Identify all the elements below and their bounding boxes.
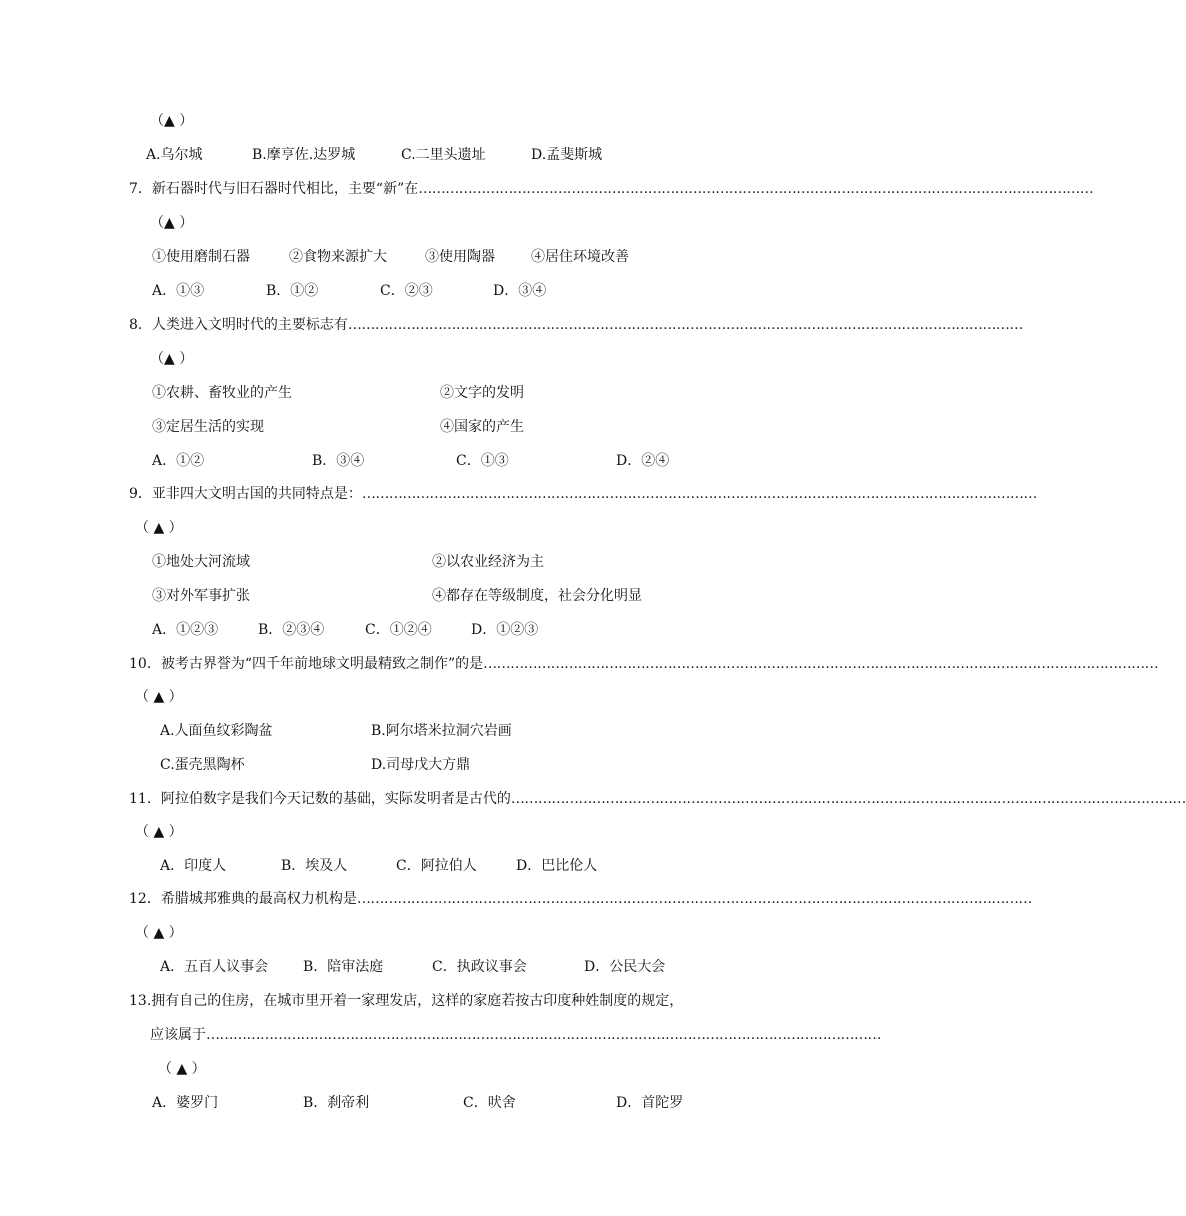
- q10-options-row2: [0, 756, 860, 774]
- q9-option-d: D．①②③: [471, 622, 539, 638]
- q11-option-d: D．巴比伦人: [516, 858, 598, 874]
- q7-answer-mark: （▲ ）: [150, 215, 194, 231]
- q12-stem-text: 12．希腊城邦雅典的最高权力机构是: [129, 891, 357, 907]
- q9-stem: [129, 485, 1037, 503]
- q10-option-a: A.人面鱼纹彩陶盆: [160, 723, 273, 739]
- q13-option-a: A．婆罗门: [152, 1095, 219, 1111]
- q7-stem-text: 7．新石器时代与旧石器时代相比，主要“新”在: [129, 181, 419, 197]
- q13-option-c: C．吠舍: [463, 1095, 516, 1111]
- q11-leader-dots: ……………………………………………………………………………………………………………………………………: [510, 791, 1186, 807]
- q10-answer-mark: （ ▲ ）: [135, 689, 183, 705]
- q6-option-d: D.孟斐斯城: [531, 147, 603, 163]
- q8-item-1: ①农耕、畜牧业的产生: [152, 385, 292, 401]
- q8-item-2: ②文字的发明: [440, 385, 524, 401]
- q7-options: [0, 282, 860, 300]
- q11-options: [0, 857, 860, 875]
- q7-item-2: ②食物来源扩大: [289, 249, 387, 265]
- q7-option-b: B．①②: [266, 283, 319, 299]
- q11-stem: [129, 790, 1186, 808]
- q7-option-d: D．③④: [493, 283, 547, 299]
- q6-option-a: A.乌尔城: [146, 147, 203, 163]
- q7-leader-dots: ……………………………………………………………………………………………………………………………………: [418, 181, 1094, 197]
- q12-stem: [129, 890, 1032, 908]
- q11-option-b: B．埃及人: [281, 858, 348, 874]
- q12-answer-mark: （ ▲ ）: [135, 925, 183, 941]
- q7-option-c: C．②③: [380, 283, 433, 299]
- q9-option-b: B．②③④: [258, 622, 325, 638]
- q8-option-c: C．①③: [456, 453, 509, 469]
- q8-option-d: D．②④: [616, 453, 670, 469]
- q13-stem-line1: 13.拥有自己的住房，在城市里开着一家理发店，这样的家庭若按古印度种姓制度的规定，: [129, 993, 684, 1009]
- q7-item-1: ①使用磨制石器: [152, 249, 250, 265]
- q8-items-row1: [0, 384, 860, 402]
- q12-option-c: C．执政议事会: [432, 959, 527, 975]
- q13-leader-dots: ……………………………………………………………………………………………………………………………………: [206, 1027, 881, 1043]
- q10-stem-text: 10．被考古界誉为“四千年前地球文明最精致之制作”的是: [129, 656, 484, 672]
- q7-item-3: ③使用陶器: [425, 249, 495, 265]
- q8-items-row2: [0, 418, 860, 436]
- q9-item-2: ②以农业经济为主: [432, 554, 544, 570]
- q12-leader-dots: ……………………………………………………………………………………………………………………………………: [356, 891, 1032, 907]
- q7-items: [0, 248, 860, 266]
- q9-options: [0, 621, 860, 639]
- q9-item-4: ④都存在等级制度，社会分化明显: [432, 588, 642, 604]
- q10-option-b: B.阿尔塔米拉洞穴岩画: [371, 723, 512, 739]
- q11-answer-mark: （ ▲ ）: [135, 824, 183, 840]
- q13-option-b: B．刹帝利: [303, 1095, 370, 1111]
- q6-options: [0, 146, 860, 164]
- q8-leader-dots: ……………………………………………………………………………………………………………………………………: [347, 317, 1023, 333]
- q8-item-4: ④国家的产生: [440, 419, 524, 435]
- q8-option-b: B．③④: [312, 453, 365, 469]
- q9-item-3: ③对外军事扩张: [152, 588, 250, 604]
- q6-option-b: B.摩亨佐.达罗城: [252, 147, 356, 163]
- q13-stem-text: 应该属于: [150, 1027, 206, 1043]
- q9-items-row2: [0, 587, 860, 605]
- q9-items-row1: [0, 553, 860, 571]
- q9-answer-mark: （ ▲ ）: [135, 520, 183, 536]
- q10-leader-dots: ……………………………………………………………………………………………………………………………………: [483, 656, 1159, 672]
- q12-option-a: A．五百人议事会: [160, 959, 269, 975]
- q12-option-d: D．公民大会: [584, 959, 666, 975]
- q9-leader-dots: ……………………………………………………………………………………………………………………………………: [361, 486, 1037, 502]
- q13-answer-mark: （ ▲ ）: [158, 1061, 206, 1077]
- q8-stem: [129, 316, 1023, 334]
- q9-item-1: ①地处大河流域: [152, 554, 250, 570]
- q9-option-a: A．①②③: [152, 622, 219, 638]
- q9-option-c: C．①②④: [365, 622, 432, 638]
- q10-option-c: C.蛋壳黑陶杯: [160, 757, 245, 773]
- q6-answer-mark: （▲ ）: [150, 113, 194, 129]
- q7-option-a: A．①③: [152, 283, 205, 299]
- q11-stem-text: 11．阿拉伯数字是我们今天记数的基础，实际发明者是古代的: [129, 791, 511, 807]
- q10-options-row1: [0, 722, 860, 740]
- q8-answer-mark: （▲ ）: [150, 351, 194, 367]
- q10-option-d: D.司母戊大方鼎: [371, 757, 471, 773]
- q8-item-3: ③定居生活的实现: [152, 419, 264, 435]
- q6-option-c: C.二里头遗址: [401, 147, 486, 163]
- q11-option-a: A．印度人: [160, 858, 227, 874]
- q8-options: [0, 452, 860, 470]
- q7-stem: [129, 180, 1094, 198]
- q7-item-4: ④居住环境改善: [531, 249, 629, 265]
- q13-options: [0, 1094, 860, 1112]
- q10-stem: [129, 655, 1159, 673]
- q8-stem-text: 8．人类进入文明时代的主要标志有: [129, 317, 348, 333]
- q12-option-b: B．陪审法庭: [303, 959, 384, 975]
- q11-option-c: C．阿拉伯人: [396, 858, 477, 874]
- q13-option-d: D．首陀罗: [616, 1095, 684, 1111]
- q8-option-a: A．①②: [152, 453, 205, 469]
- q13-stem-line2: [150, 1026, 881, 1044]
- q12-options: [0, 958, 860, 976]
- q9-stem-text: 9．亚非四大文明古国的共同特点是：: [129, 486, 362, 502]
